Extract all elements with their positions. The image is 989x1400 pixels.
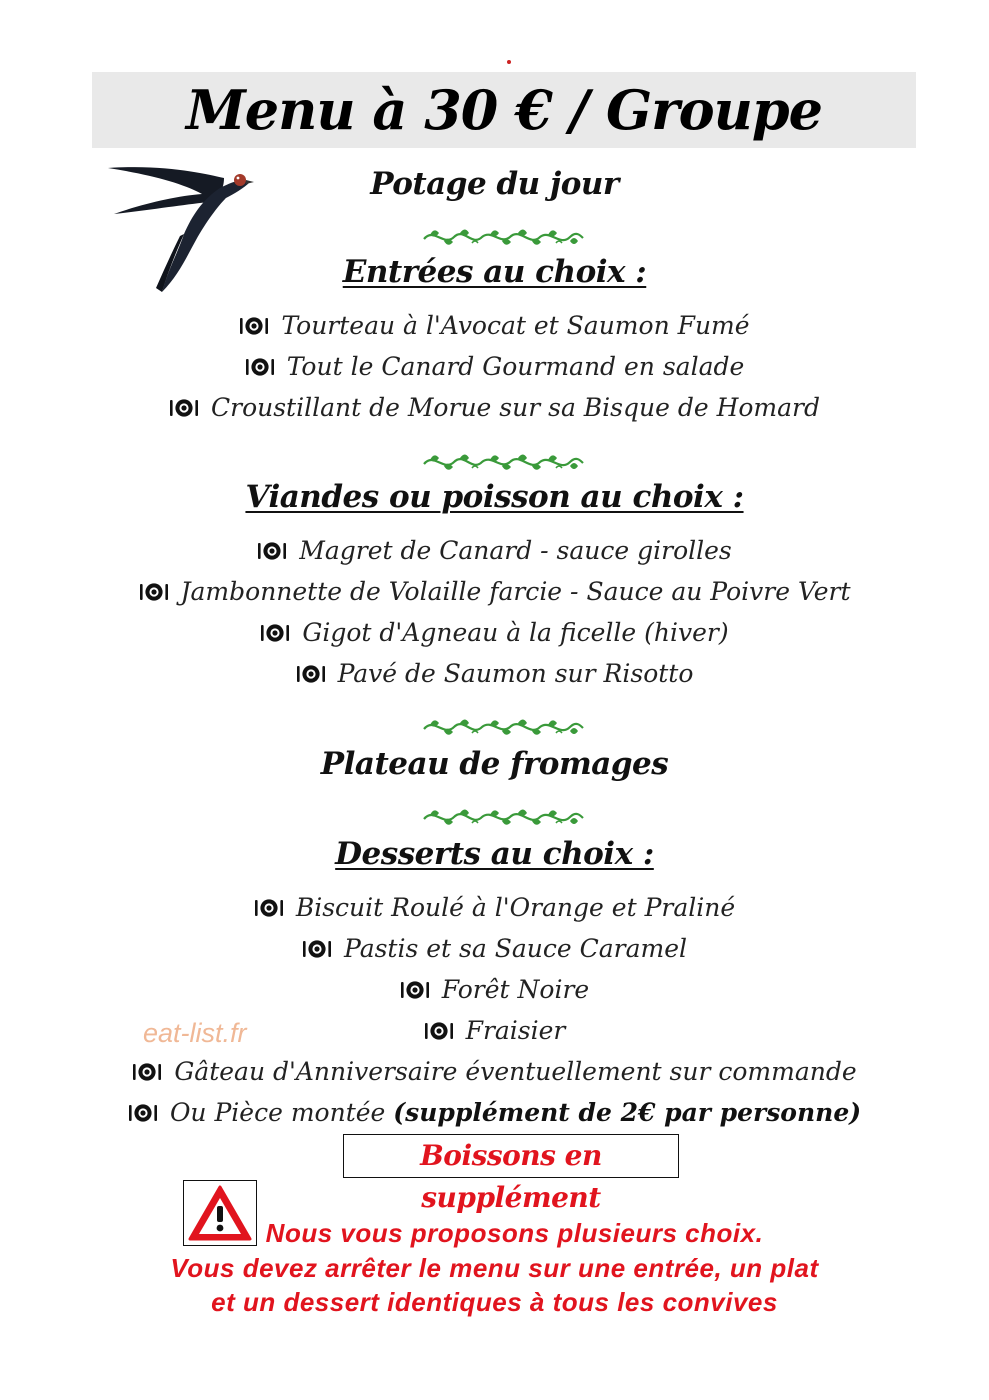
plat-item-1: Magret de Canard - sauce girolles — [0, 536, 989, 565]
plats-heading: Viandes ou poisson au choix : — [245, 479, 744, 515]
drinks-notice: Boissons en supplément — [343, 1134, 679, 1178]
dessert-item-3: Forêt Noire — [0, 975, 989, 1004]
plate-cutlery-icon — [257, 541, 287, 561]
dessert-item-5: Gâteau d'Anniversaire éventuellement sur commande — [0, 1057, 989, 1086]
plate-cutlery-icon — [400, 980, 430, 1000]
fromages-heading: Plateau de fromages — [320, 746, 669, 782]
ornament-divider-2 — [420, 450, 586, 474]
decorative-dot — [507, 60, 511, 64]
notice-line-2: Vous devez arrêter le menu sur une entrée, un plat — [170, 1253, 819, 1283]
plate-cutlery-icon — [302, 939, 332, 959]
plate-cutlery-icon — [132, 1062, 162, 1082]
plate-cutlery-icon — [254, 898, 284, 918]
notice-line-3: et un dessert identiques à tous les convives — [211, 1287, 778, 1317]
ornament-divider-4 — [420, 805, 586, 829]
plat-item-3: Gigot d'Agneau à la ficelle (hiver) — [0, 618, 989, 647]
dessert-item-6: Ou Pièce montée (supplément de 2€ par personne) — [0, 1098, 989, 1127]
entree-item-1: Tourteau à l'Avocat et Saumon Fumé — [0, 311, 989, 340]
plate-cutlery-icon — [260, 623, 290, 643]
page-title: Menu à 30 € / Groupe — [185, 78, 823, 142]
plate-cutlery-icon — [245, 357, 275, 377]
plate-cutlery-icon — [424, 1021, 454, 1041]
ornament-divider-3 — [420, 715, 586, 739]
entree-item-2: Tout le Canard Gourmand en salade — [0, 352, 989, 381]
supplement-note: (supplément de 2€ par personne) — [393, 1098, 862, 1127]
dessert-item-1: Biscuit Roulé à l'Orange et Praliné — [0, 893, 989, 922]
notice-line-1: Nous vous proposons plusieurs choix. — [265, 1218, 764, 1248]
desserts-heading: Desserts au choix : — [335, 836, 654, 872]
title-banner — [92, 72, 916, 148]
potage-heading: Potage du jour — [370, 166, 619, 202]
plate-cutlery-icon — [296, 664, 326, 684]
entree-item-3: Croustillant de Morue sur sa Bisque de Homard — [0, 393, 989, 422]
plate-cutlery-icon — [139, 582, 169, 602]
dessert-item-2: Pastis et sa Sauce Caramel — [0, 934, 989, 963]
plate-cutlery-icon — [169, 398, 199, 418]
plat-item-4: Pavé de Saumon sur Risotto — [0, 659, 989, 688]
plate-cutlery-icon — [239, 316, 269, 336]
dessert-item-4: Fraisier — [0, 1016, 989, 1045]
ornament-divider-1 — [420, 225, 586, 249]
watermark: eat-list.fr — [143, 1018, 247, 1048]
plate-cutlery-icon — [128, 1103, 158, 1123]
plat-item-2: Jambonnette de Volaille farcie - Sauce au Poivre Vert — [0, 577, 989, 606]
entrees-heading: Entrées au choix : — [342, 254, 647, 290]
